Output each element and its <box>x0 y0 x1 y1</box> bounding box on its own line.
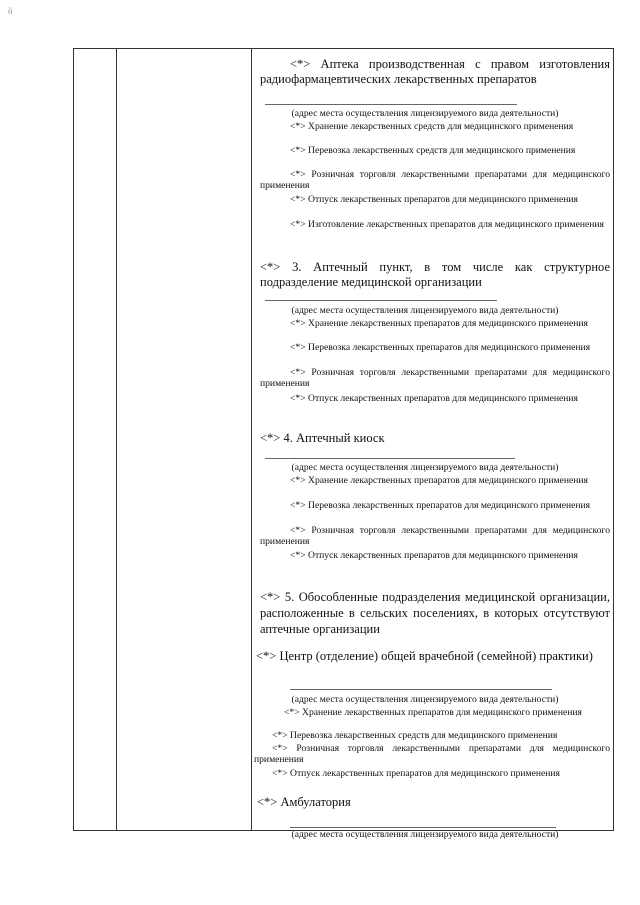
address-caption: (адрес места осуществления лицензируемого вида деятельности) <box>291 305 559 316</box>
general-practice-center-heading: <*> Центр (отделение) общей врачебной (семейной) практики) <box>256 649 593 663</box>
address-caption: (адрес места осуществления лицензируемого вида деятельности) <box>291 829 559 840</box>
activity-item: <*> Хранение лекарственных средств для медицинского применения <box>290 121 574 132</box>
ambulatory-heading: <*> Амбулатория <box>257 795 351 809</box>
address-caption: (адрес места осуществления лицензируемого вида деятельности) <box>291 462 559 473</box>
activity-item: <*> Перевозка лекарственных средств для медицинского применения <box>290 145 576 156</box>
activity-item: <*> Отпуск лекарственных препаратов для медицинского применения <box>272 768 560 779</box>
scan-corner-mark: ö <box>8 6 13 16</box>
activity-item: <*> Отпуск лекарственных препаратов для медицинского применения <box>290 194 578 205</box>
table-top-border <box>73 48 614 49</box>
address-caption: (адрес места осуществления лицензируемого вида деятельности) <box>291 108 559 119</box>
address-line <box>290 827 556 828</box>
pharmacy-kiosk-heading: <*> 4. Аптечный киоск <box>260 431 385 445</box>
pharmacy-production-heading: <*> Аптека производственная с правом изготовления радиофармацевтических лекарственных препаратов <box>260 57 610 86</box>
address-line <box>265 104 517 105</box>
table-col-border-4 <box>613 48 614 830</box>
activity-item: <*> Отпуск лекарственных препаратов для медицинского применения <box>290 393 578 404</box>
activity-item: <*> Розничная торговля лекарственными препаратами для медицинского применения <box>260 169 610 191</box>
address-line <box>290 689 552 690</box>
activity-item: <*> Розничная торговля лекарственными препаратами для медицинского применения <box>260 367 610 389</box>
table-col-border-1 <box>73 48 74 830</box>
activity-item: <*> Хранение лекарственных препаратов для медицинского применения <box>290 475 588 486</box>
separate-divisions-heading: <*> 5. Обособленные подразделения медицинской организации, расположенные в сельских поселениях, в которых отсутствуют аптечные организации <box>260 590 610 636</box>
address-line <box>265 458 515 459</box>
activity-item: <*> Хранение лекарственных препаратов для медицинского применения <box>284 707 582 718</box>
activity-item: <*> Перевозка лекарственных препаратов для медицинского применения <box>290 342 591 353</box>
activity-item: <*> Хранение лекарственных препаратов для медицинского применения <box>290 318 588 329</box>
activity-item: <*> Перевозка лекарственных препаратов для медицинского применения <box>290 500 591 511</box>
activity-item: <*> Перевозка лекарственных средств для медицинского применения <box>272 730 558 741</box>
activity-item: <*> Отпуск лекарственных препаратов для медицинского применения <box>290 550 578 561</box>
address-line <box>265 300 497 301</box>
activity-item: <*> Розничная торговля лекарственными препаратами для медицинского применения <box>254 743 610 765</box>
activity-item: <*> Розничная торговля лекарственными препаратами для медицинского применения <box>260 525 610 547</box>
table-col-border-2 <box>116 48 117 830</box>
activity-item: <*> Изготовление лекарственных препаратов для медицинского применения <box>290 219 604 230</box>
address-caption: (адрес места осуществления лицензируемого вида деятельности) <box>291 694 559 705</box>
pharmacy-point-heading: <*> 3. Аптечный пункт, в том числе как структурное подразделение медицинской организации <box>260 260 610 289</box>
table-col-border-3 <box>251 48 252 830</box>
